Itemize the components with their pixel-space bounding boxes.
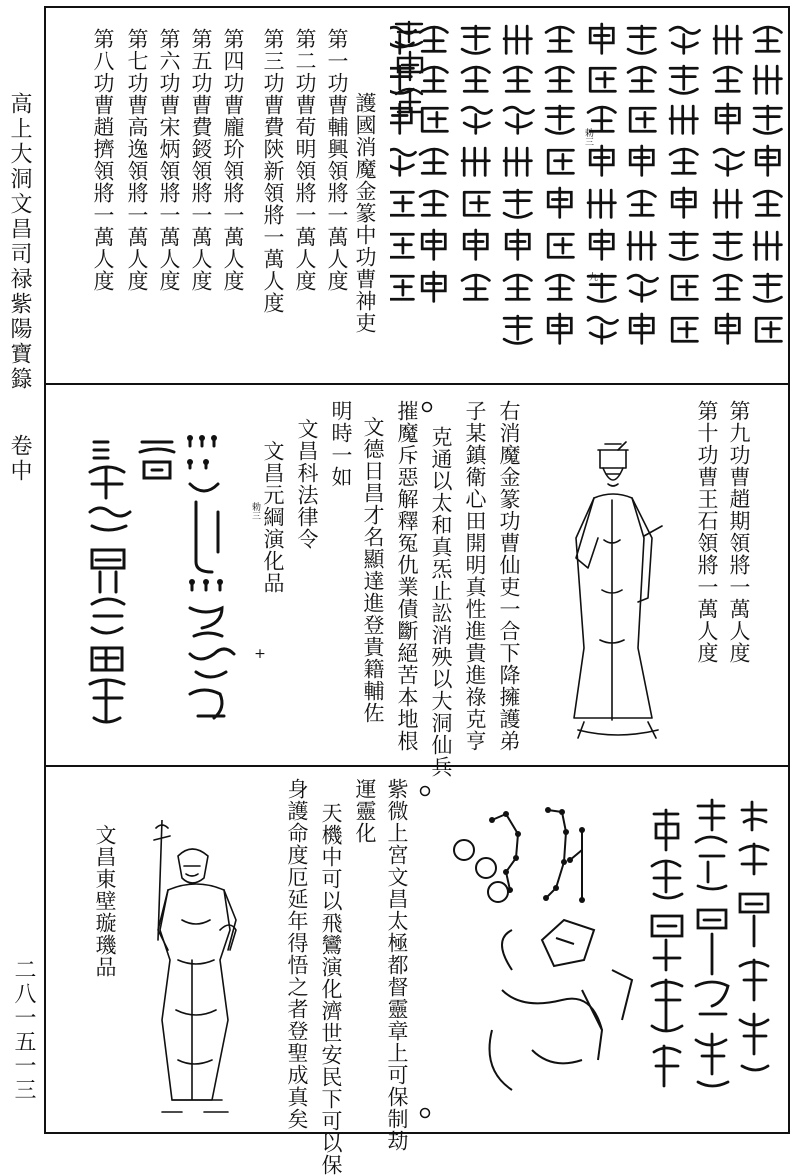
warrior-figure-illustration (132, 820, 242, 1120)
section-divider-top (44, 383, 790, 385)
officer-7: 第七功曹高逸領將一萬人度 (125, 28, 149, 292)
book-title: 高上大洞文昌司禄紫陽寶籙 (7, 92, 32, 392)
officer-8: 第八功曹趙擠領將一萬人度 (91, 28, 115, 292)
seal-glyph (390, 192, 413, 215)
seal-glyph (590, 68, 615, 91)
seal-glyph (756, 146, 779, 175)
officer-2: 第二功曹荀明領將一萬人度 (293, 28, 317, 292)
section-divider-bottom (44, 765, 790, 767)
invocation-line-5: 文德日昌才名顯達進登貴籍輔佐 (361, 416, 385, 724)
seal-glyph (504, 107, 533, 133)
seal-glyph (546, 275, 573, 299)
seal-glyph (628, 191, 655, 215)
seal-glyph (754, 66, 781, 93)
mark-chi-san-middle: 勅三 (250, 502, 260, 520)
seal-glyph (504, 275, 531, 299)
invocation-line-2: 子某鎮衛心田開明真性進貴進祿克亨 (463, 400, 487, 752)
seal-glyph (588, 190, 615, 217)
section-header: 護國消魔金篆中功曹神吏 (353, 92, 377, 334)
seal-glyph (716, 314, 739, 343)
seal-glyph (462, 26, 489, 53)
invocation-line-8: 文昌元綱演化品 (261, 440, 285, 594)
seal-glyph (590, 24, 613, 53)
seal-glyph (590, 230, 613, 259)
circle-mark-bottom-top (418, 784, 432, 798)
seal-glyph (464, 192, 489, 215)
seal-glyph (670, 27, 699, 53)
seal-glyph (548, 150, 573, 173)
seal-glyph (714, 26, 741, 53)
seal-glyph (504, 190, 531, 217)
official-figure-illustration (548, 440, 678, 745)
seal-glyph (546, 106, 573, 133)
mark-chi-san: 勅三 (583, 128, 593, 146)
seal-glyph (504, 26, 531, 53)
seal-glyph (422, 108, 447, 131)
officer-4: 第四功曹龐玠領將一萬人度 (221, 28, 245, 292)
officer-10: 第十功曹王石領將一萬人度 (695, 400, 719, 664)
seal-glyph (390, 66, 413, 93)
circle-mark-middle (420, 400, 434, 414)
seal-glyph (390, 104, 411, 133)
seal-glyph (630, 146, 653, 175)
mark-jiu: 九 (587, 272, 597, 281)
seal-glyph (716, 104, 739, 133)
seal-glyph (756, 318, 781, 341)
seal-glyph (670, 149, 697, 173)
bottom-line-2: 運靈化 (353, 778, 377, 844)
bottom-caption: 文昌東壁璇璣品 (93, 824, 117, 978)
seal-glyph (546, 27, 573, 51)
seal-glyph (754, 27, 781, 51)
seal-glyph (462, 107, 491, 133)
seal-glyph (420, 149, 447, 173)
seal-glyph (672, 276, 697, 299)
seal-glyph (390, 149, 416, 175)
seal-glyph (670, 106, 697, 133)
seal-glyph (670, 232, 697, 259)
seal-glyph (628, 232, 655, 259)
invocation-line-6: 明時一如 (329, 400, 353, 488)
invocation-line-1: 右消魔金篆功曹仙吏一合下降擁護弟 (497, 400, 521, 752)
bottom-line-3: 天機中可以飛鸞演化濟世安民下可以保 (319, 802, 343, 1176)
invocation-line-4: 摧魔斥惡解釋冤仇業債斷絕苦本地根 (395, 400, 419, 752)
officer-5: 第五功曹費鋄領將一萬人度 (189, 28, 213, 292)
seal-glyph (420, 191, 447, 215)
seal-glyph (462, 148, 489, 175)
seal-glyph (462, 275, 489, 299)
seal-glyph (672, 318, 697, 341)
seal-glyph (754, 232, 781, 259)
bottom-line-4: 身護命度厄延年得悟之者登聖成真矣 (285, 778, 309, 1130)
seal-glyph (714, 190, 741, 217)
seal-glyph (670, 66, 697, 93)
seal-glyph (628, 275, 657, 301)
officer-9: 第九功曹趙期領將一萬人度 (727, 400, 751, 664)
seal-glyph (590, 146, 613, 175)
seal-glyph (714, 67, 741, 91)
seal-glyph (504, 316, 531, 343)
seal-glyph (420, 67, 447, 91)
invocation-line-7: 文昌科法律令 (295, 418, 319, 550)
seal-glyph (672, 188, 695, 217)
margin-title (4, 92, 35, 484)
seal-glyph (548, 234, 573, 257)
seal-glyph (588, 317, 617, 343)
seal-glyph (546, 67, 573, 91)
seal-glyph (422, 230, 445, 259)
officer-3: 第三功曹費陝新領將一萬人度 (261, 28, 285, 314)
seal-glyph (630, 108, 655, 131)
circle-mark-bottom-end (418, 1106, 432, 1120)
seal-glyph (628, 26, 655, 53)
seal-glyph (628, 67, 655, 91)
seal-glyph (422, 272, 445, 301)
seal-glyph (504, 67, 531, 91)
officer-1: 第一功曹輔興領將一萬人度 (325, 28, 349, 292)
invocation-line-3: 克通以太和真炁止訟消殃以大洞仙兵 (429, 426, 453, 778)
seal-glyph (548, 188, 571, 217)
volume-label: 卷中 (7, 434, 32, 484)
seal-glyph (506, 230, 529, 259)
seal-glyph (464, 230, 487, 259)
seal-characters-top (390, 18, 785, 373)
seal-glyph (714, 275, 741, 299)
seal-glyph (420, 27, 447, 51)
seal-glyph (754, 274, 781, 301)
officer-6: 第六功曹宋炳領將一萬人度 (157, 28, 181, 292)
seal-glyph (390, 276, 413, 299)
seal-glyph (462, 67, 489, 91)
page-number: 二八一五一三 (11, 958, 36, 1102)
seal-glyph (714, 232, 741, 259)
bottom-line-1: 紫微上宮文昌太極都督靈章上可保制劫 (385, 778, 409, 1152)
seal-glyph (754, 191, 781, 215)
star-talisman (452, 790, 782, 1130)
seal-glyph (390, 27, 416, 53)
talisman-middle (86, 422, 266, 732)
seal-glyph (390, 234, 413, 257)
seal-glyph (548, 314, 571, 343)
seal-glyph (754, 106, 781, 133)
seal-glyph (504, 148, 531, 175)
plus-mark: + (252, 646, 268, 662)
seal-glyph (630, 314, 653, 343)
seal-glyph (714, 149, 743, 175)
